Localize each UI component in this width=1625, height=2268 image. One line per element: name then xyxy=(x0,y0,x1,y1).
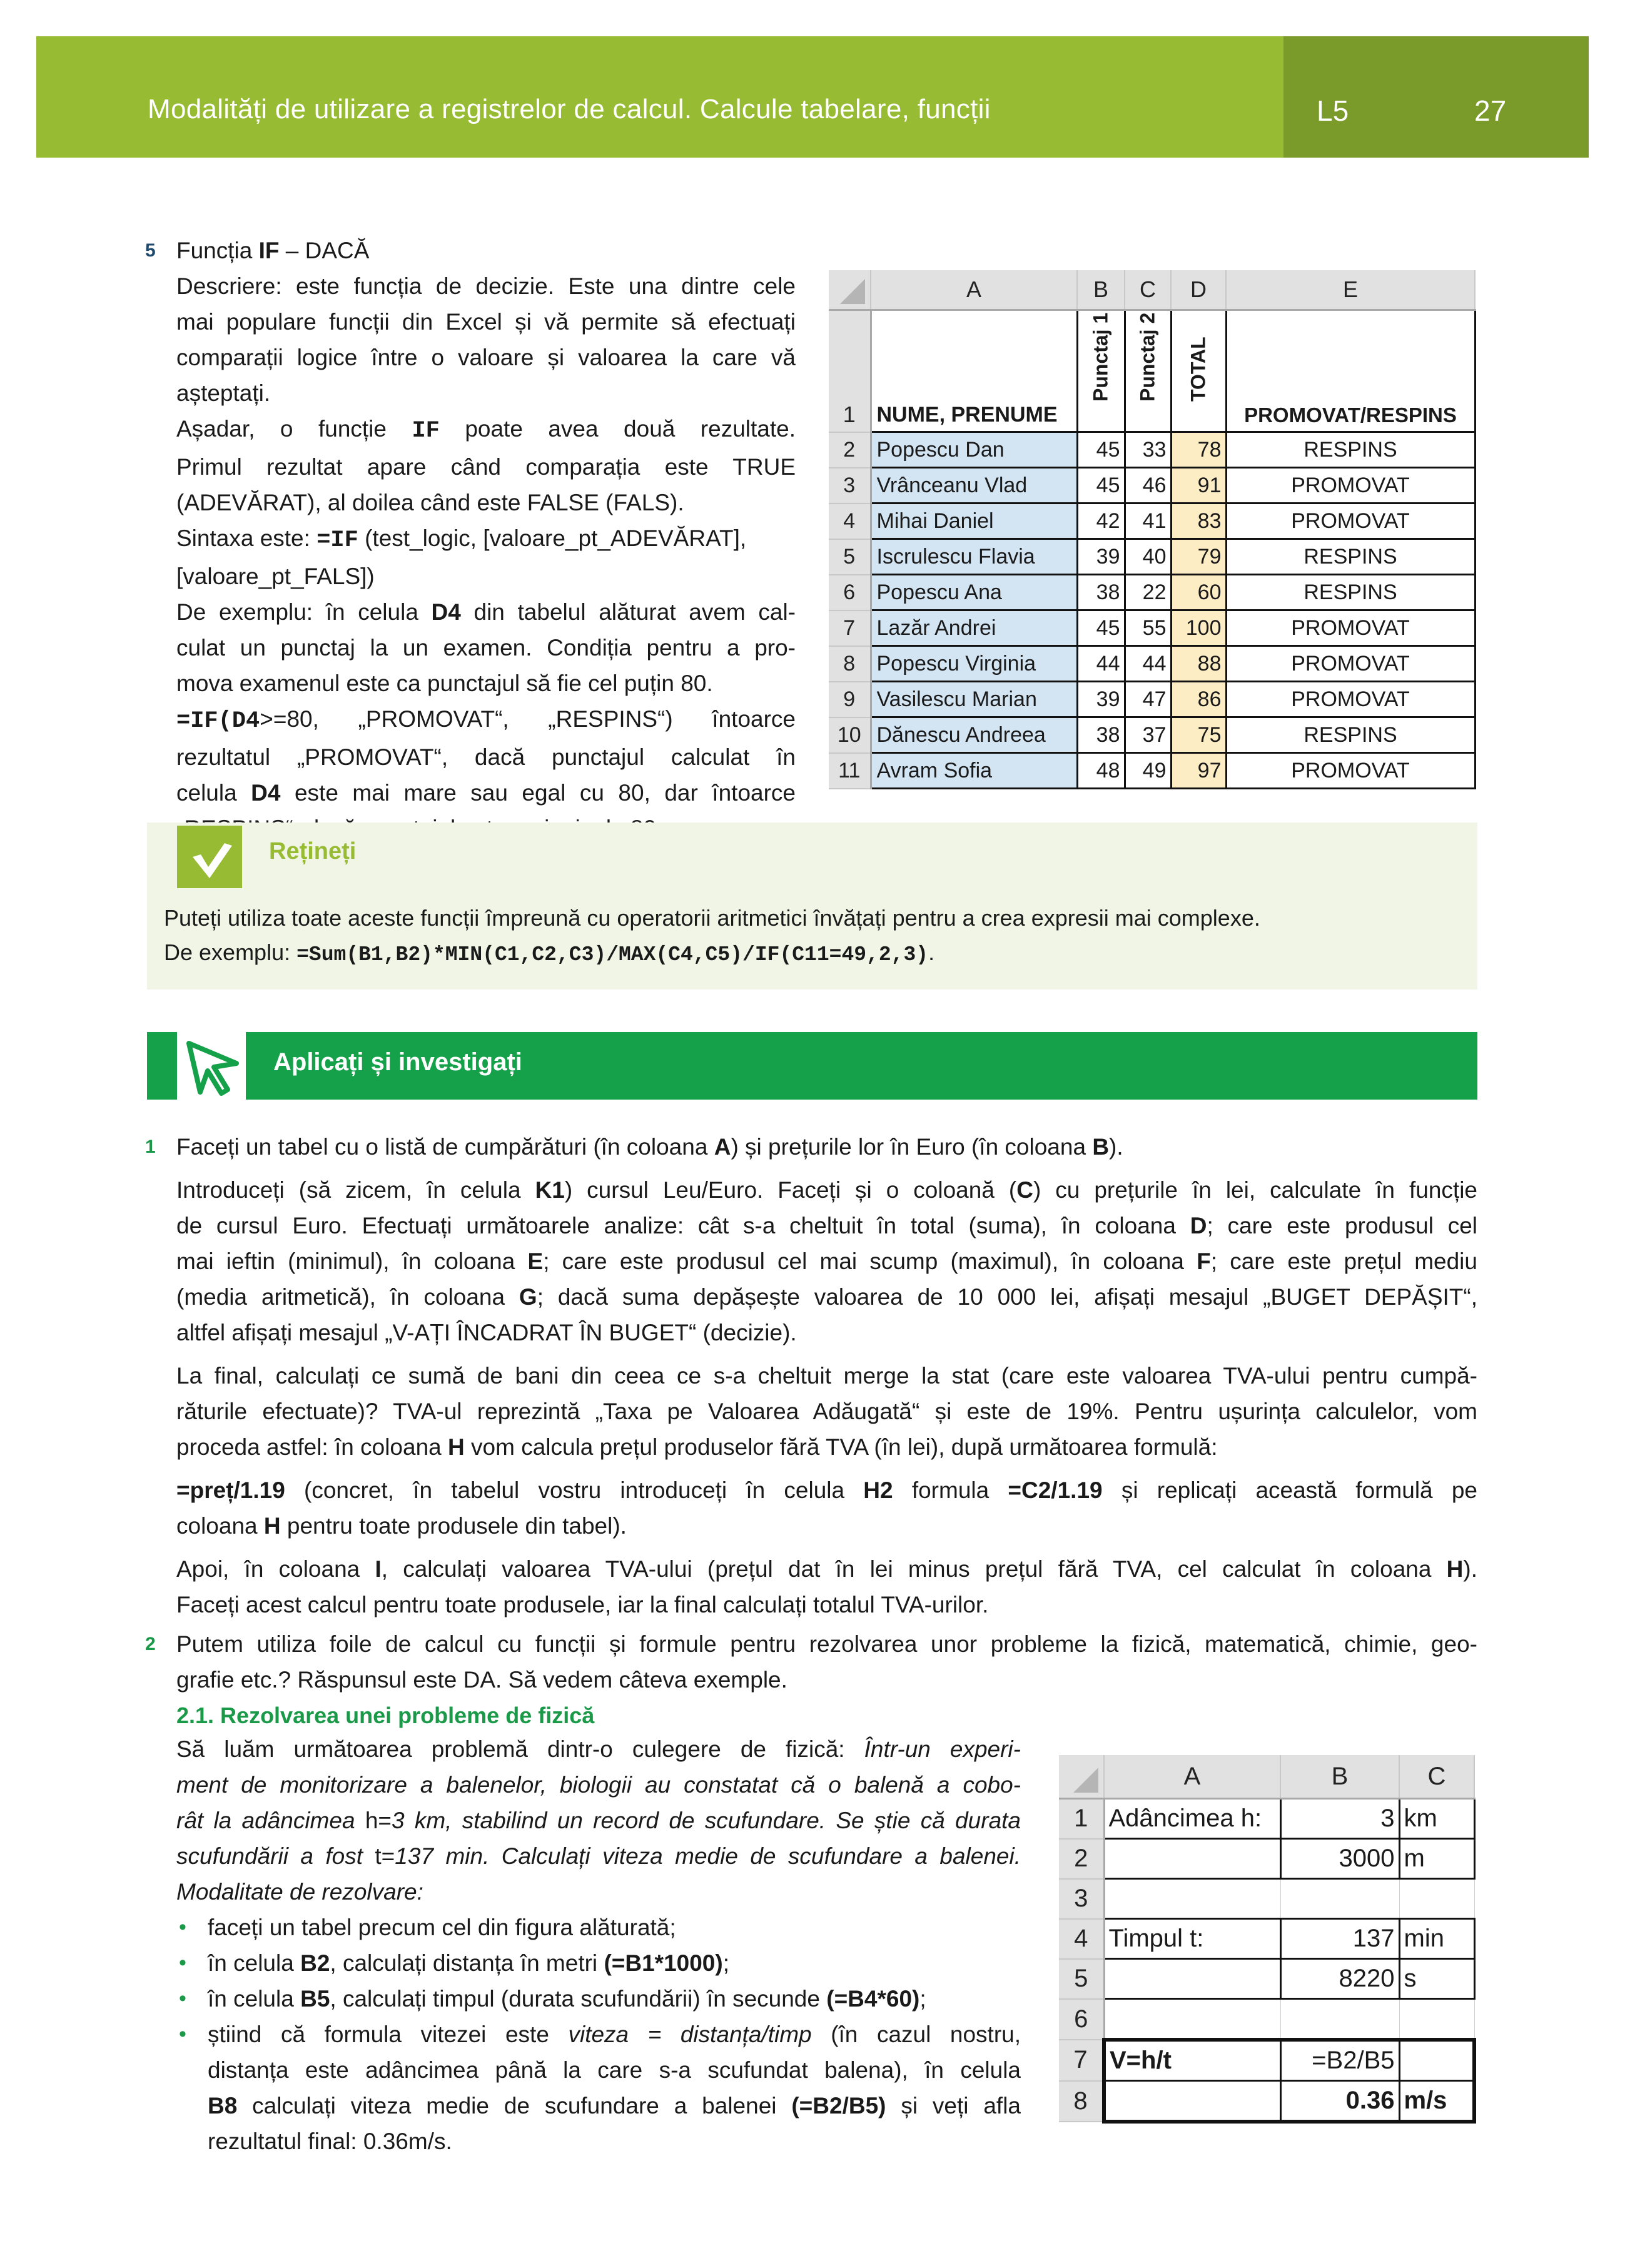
note-line xyxy=(164,935,1260,972)
cell-punctaj1[interactable]: 38 xyxy=(1077,717,1125,753)
body-line xyxy=(176,1508,1477,1544)
text: în celula xyxy=(208,1950,301,1976)
text: ; xyxy=(722,1950,729,1976)
table-row xyxy=(1059,1999,1474,2040)
text: ) și prețurile lor în Euro (în coloana xyxy=(731,1134,1093,1160)
text: din tabelul alăturat avem cal- xyxy=(460,599,796,625)
cell-c[interactable] xyxy=(1399,1879,1474,1919)
row-header[interactable]: 1 xyxy=(1059,1799,1104,1839)
formula: (=B4*60) xyxy=(826,1986,920,2012)
apply-banner-title: Aplicați și investigați xyxy=(273,1048,522,1076)
cell-c[interactable]: m xyxy=(1399,1839,1474,1879)
header-cell-punctaj1[interactable] xyxy=(1077,310,1125,432)
cell-punctaj1[interactable]: 44 xyxy=(1077,646,1125,682)
bullet-icon: • xyxy=(179,2022,186,2046)
page-number: 27 xyxy=(1474,94,1507,127)
text: , calculați timpul (durata scufundării) în secunde xyxy=(330,1986,827,2012)
text: (test_logic, [valoare_pt_ADEVĂRAT], xyxy=(358,525,747,551)
cell-name[interactable]: Mihai Daniel xyxy=(871,504,1077,539)
column-header-a[interactable]: A xyxy=(1104,1755,1280,1799)
body-line: Descriere: este funcția de decizie. Este una dintre cele xyxy=(176,273,796,299)
col-ref: A xyxy=(714,1134,731,1160)
section-5-title xyxy=(145,233,796,268)
text: calculați viteza medie de scufundare a balenei xyxy=(237,2093,792,2119)
text: rât la adâncimea xyxy=(176,1808,365,1833)
text: și veți afla xyxy=(886,2093,1021,2119)
table-row xyxy=(829,753,1475,789)
body-line: culat un punctaj la un examen. Condiția pentru a pro- xyxy=(176,635,796,661)
text: >=80, „PROMOVAT“, „RESPINS“) întoarce xyxy=(260,706,796,732)
body-line: La final, calculați ce sumă de bani din ceea ce s-a cheltuit merge la stat (care este valoarea TVA-ului pentru cumpă- xyxy=(176,1363,1477,1389)
step-4-line: distanța este adâncimea până la care s-a scufundat balena), în celula xyxy=(208,2057,1021,2083)
cell-b[interactable]: 0.36 xyxy=(1280,2081,1399,2122)
table-row xyxy=(829,717,1475,753)
col-ref: H xyxy=(1446,1556,1464,1582)
cell-a[interactable] xyxy=(1104,1839,1280,1879)
cell-punctaj1[interactable]: 45 xyxy=(1077,432,1125,468)
row-header[interactable]: 3 xyxy=(1059,1879,1104,1919)
text: Faceți un tabel cu o listă de cumpărături (în coloana xyxy=(176,1134,714,1160)
text: De exemplu: xyxy=(164,939,297,965)
table-row xyxy=(829,646,1475,682)
text: ; xyxy=(919,1986,926,2012)
body-line xyxy=(176,1243,1477,1279)
var: t= xyxy=(375,1843,395,1869)
bullet-icon: • xyxy=(179,1951,186,1975)
bullet-icon: • xyxy=(179,1915,186,1939)
body-line: rezultatul „PROMOVAT“, dacă punctajul calculat în xyxy=(176,744,796,770)
chapter-title: Modalități de utilizare a registrelor de calcul. Calcule tabelare, funcții xyxy=(148,94,991,124)
cell-punctaj1[interactable]: 45 xyxy=(1077,468,1125,504)
code: IF xyxy=(412,418,440,444)
cell-b[interactable]: 137 xyxy=(1280,1919,1399,1959)
physics-problem xyxy=(176,1731,1021,2159)
body-line: Faceți acest calcul pentru toate produsele, iar la final calculați totalul TVA-urilor. xyxy=(176,1592,989,1617)
formula: =C2/1.19 xyxy=(1008,1477,1103,1503)
cell-total[interactable]: 60 xyxy=(1171,575,1226,610)
table-row xyxy=(1059,1839,1474,1879)
table-row xyxy=(829,682,1475,717)
text: formula xyxy=(893,1477,1008,1503)
column-header-a[interactable]: A xyxy=(871,270,1077,310)
cell-punctaj2[interactable]: 44 xyxy=(1125,646,1171,682)
title-suffix: – DACĂ xyxy=(279,238,370,263)
apply-banner-stripe xyxy=(147,1032,177,1100)
cell-punctaj2[interactable]: 41 xyxy=(1125,504,1171,539)
select-all-triangle-icon xyxy=(840,279,865,304)
row-header[interactable]: 2 xyxy=(829,432,871,468)
cell-name[interactable]: Popescu Dan xyxy=(871,432,1077,468)
body-line: mova examenul este ca punctajul să fie cel puțin 80. xyxy=(176,671,713,696)
cell-status[interactable]: PROMOVAT xyxy=(1226,682,1475,717)
cell-punctaj2[interactable]: 55 xyxy=(1125,610,1171,646)
cell-a[interactable]: Adâncimea h: xyxy=(1104,1799,1280,1839)
row-header[interactable]: 5 xyxy=(829,539,871,575)
table-row xyxy=(829,432,1475,468)
var: h= xyxy=(365,1808,392,1833)
cell-b[interactable] xyxy=(1280,1879,1399,1919)
formula: (=B2/B5) xyxy=(791,2093,886,2119)
body-line: (ADEVĂRAT), al doilea când este FALSE (FALS). xyxy=(176,490,684,515)
table-row xyxy=(829,468,1475,504)
text: ; care este produsul cel xyxy=(1207,1213,1477,1238)
col-ref: H xyxy=(263,1513,281,1539)
cell-status[interactable]: RESPINS xyxy=(1226,717,1475,753)
exercise-1-formula xyxy=(176,1472,1477,1544)
text: este mai mare sau egal cu 80, dar întoarce xyxy=(280,780,796,806)
text: ; care este produsul cel mai scump (maximul), în coloana xyxy=(543,1248,1197,1274)
body-line: răturile efectuate)? TVA-ul reprezintă „Taxa pe Valoarea Adăugată“ și este de 19%. Pentru ușurința calculelor, vom xyxy=(176,1399,1477,1424)
text: (în cazul nostru, xyxy=(811,2022,1021,2047)
table-row xyxy=(1059,1799,1474,1839)
body-line xyxy=(176,1838,1021,1874)
bullet-icon: • xyxy=(179,1987,186,2010)
text: ; care este prețul mediu xyxy=(1210,1248,1477,1274)
cell-total[interactable]: 79 xyxy=(1171,539,1226,575)
cell-ref: B5 xyxy=(300,1986,330,2012)
body-line xyxy=(176,1803,1021,1838)
select-all-triangle-icon xyxy=(1073,1768,1098,1793)
text: mai ieftin (minimul), în coloana xyxy=(176,1248,528,1274)
text: ) cursul Leu/Euro. Faceți și o coloană ( xyxy=(564,1177,1017,1203)
cell-name[interactable]: Avram Sofia xyxy=(871,753,1077,789)
text: , calculați distanța în metri xyxy=(330,1950,604,1976)
cell-a[interactable]: Timpul t: xyxy=(1104,1919,1280,1959)
subsection-title: 2.1. Rezolvarea unei probleme de fizică xyxy=(176,1703,595,1728)
table-header-row xyxy=(829,310,1475,432)
cell-c[interactable]: s xyxy=(1399,1959,1474,1999)
body-line xyxy=(176,1208,1477,1243)
step-3 xyxy=(208,1981,1021,2017)
cell-ref: H2 xyxy=(863,1477,893,1503)
step-1: faceți un tabel precum cel din figura alăturată; xyxy=(208,1915,676,1940)
cell-name[interactable]: Popescu Ana xyxy=(871,575,1077,610)
col-ref: K1 xyxy=(535,1177,565,1203)
cell-c[interactable]: km xyxy=(1399,1799,1474,1839)
column-header-d[interactable]: D xyxy=(1171,270,1226,310)
body-line: Primul rezultat apare când comparația este TRUE xyxy=(176,454,796,480)
body-line xyxy=(176,775,796,811)
cell-b[interactable]: 3 xyxy=(1280,1799,1399,1839)
cell-total[interactable]: 75 xyxy=(1171,717,1226,753)
cell-punctaj2[interactable]: 37 xyxy=(1125,717,1171,753)
cell-status[interactable]: PROMOVAT xyxy=(1226,753,1475,789)
header-cell-total[interactable] xyxy=(1171,310,1226,432)
text: , calculați valoarea TVA-ului (prețul dat în lei minus prețul fără TVA, cel calculat în coloana xyxy=(381,1556,1447,1582)
checkmark-icon xyxy=(177,826,242,888)
cell-ref: D4 xyxy=(251,780,281,806)
col-ref: I xyxy=(375,1556,382,1582)
cell-c[interactable] xyxy=(1399,2040,1474,2081)
table-row xyxy=(1059,1919,1474,1959)
method-steps xyxy=(176,1910,1021,2159)
cell-c[interactable]: m/s xyxy=(1399,2081,1474,2122)
cell-b[interactable]: =B2/B5 xyxy=(1280,2040,1399,2081)
column-header-b[interactable]: B xyxy=(1280,1755,1399,1799)
cell-punctaj2[interactable]: 49 xyxy=(1125,753,1171,789)
text: ). xyxy=(1109,1134,1123,1160)
cell-total[interactable]: 97 xyxy=(1171,753,1226,789)
title-text xyxy=(176,238,369,263)
table-row xyxy=(1059,1879,1474,1919)
col-ref: H xyxy=(448,1434,465,1460)
cell-punctaj1[interactable]: 39 xyxy=(1077,682,1125,717)
text: ) cu prețurile în lei, calculate în funcție xyxy=(1033,1177,1477,1203)
select-all-corner[interactable] xyxy=(829,270,871,310)
cell-b[interactable]: 8220 xyxy=(1280,1959,1399,1999)
exercise-1-vat xyxy=(176,1358,1477,1465)
body-line xyxy=(176,594,796,630)
cell-c[interactable]: min xyxy=(1399,1919,1474,1959)
cell-a[interactable] xyxy=(1104,1879,1280,1919)
header-cell-status[interactable]: PROMOVAT/RESPINS xyxy=(1226,310,1475,432)
body-line: așteptați. xyxy=(176,380,271,406)
vertical-label: Punctaj 2 xyxy=(1136,312,1159,402)
row-header[interactable]: 11 xyxy=(829,753,871,789)
text: Apoi, în coloana xyxy=(176,1556,375,1582)
cell-punctaj2[interactable]: 46 xyxy=(1125,468,1171,504)
checkmark-icon-svg xyxy=(177,826,242,888)
body-line xyxy=(176,1315,1477,1350)
cell-name[interactable]: Popescu Virginia xyxy=(871,646,1077,682)
table-row xyxy=(1059,1959,1474,1999)
section-5 xyxy=(145,233,796,846)
exercise-1 xyxy=(145,1129,1477,1623)
body-line xyxy=(176,1472,1477,1508)
cell-status[interactable]: PROMOVAT xyxy=(1226,610,1475,646)
step-4 xyxy=(208,2017,1021,2052)
cell-punctaj2[interactable]: 47 xyxy=(1125,682,1171,717)
note-line: Puteți utiliza toate aceste funcții împreună cu operatorii aritmetici învățați pentru a crea expresii mai complexe. xyxy=(164,905,1260,931)
row-header[interactable]: 4 xyxy=(1059,1919,1104,1959)
text: 137 min. Calculați viteza medie de scufundare a balenei. xyxy=(395,1843,1021,1869)
text: . xyxy=(928,939,935,965)
row-header[interactable]: 7 xyxy=(1059,2040,1104,2081)
cell-ref: D4 xyxy=(431,599,461,625)
body-line xyxy=(176,520,796,559)
body-line: Putem utiliza foile de calcul cu funcții și formule pentru rezolvarea unor probleme la fizică, matematică, chimie, geo- xyxy=(176,1631,1477,1657)
table-row xyxy=(1059,2040,1474,2081)
text: Introduceți (să zicem, în celula xyxy=(176,1177,535,1203)
column-header-c[interactable]: C xyxy=(1125,270,1171,310)
method-label: Modalitate de rezolvare: xyxy=(176,1879,423,1905)
grades-spreadsheet xyxy=(829,270,1476,789)
cell-punctaj1[interactable]: 38 xyxy=(1077,575,1125,610)
cell-name[interactable]: Dănescu Andreea xyxy=(871,717,1077,753)
cell-status[interactable]: PROMOVAT xyxy=(1226,646,1475,682)
vertical-label: Punctaj 1 xyxy=(1089,312,1112,402)
table-row xyxy=(1059,2081,1474,2122)
text: în celula xyxy=(208,1986,301,2012)
body-line xyxy=(176,1731,1021,1767)
code: =IF xyxy=(316,527,358,554)
text: pentru toate produsele din tabel). xyxy=(280,1513,627,1539)
lesson-label: L5 xyxy=(1317,94,1349,127)
text: 3 km, stabilind un record de scufundare. Se știe că durata xyxy=(392,1808,1021,1833)
cell-total[interactable]: 91 xyxy=(1171,468,1226,504)
cell-name[interactable]: Vasilescu Marian xyxy=(871,682,1077,717)
body-line: ment de monitorizare a balenelor, biologii au constatat că o balenă a cobo- xyxy=(176,1772,1021,1798)
problem-italic: Într-un experi- xyxy=(864,1736,1021,1762)
exercise-1-analysis xyxy=(176,1172,1477,1350)
row-header[interactable]: 1 xyxy=(829,310,871,432)
cell-total[interactable]: 83 xyxy=(1171,504,1226,539)
intro-text xyxy=(176,1626,1477,1698)
col-ref: B xyxy=(1092,1134,1110,1160)
text: (media aritmetică), în coloana xyxy=(176,1284,519,1310)
text: știind că formula vitezei este xyxy=(208,2022,569,2047)
body-line xyxy=(176,1279,1477,1315)
table-row xyxy=(829,575,1475,610)
note-title: Rețineți xyxy=(269,838,357,864)
section-5-body xyxy=(176,268,796,846)
cell-status[interactable]: RESPINS xyxy=(1226,575,1475,610)
exercise-1-intro xyxy=(145,1129,1477,1165)
col-ref: G xyxy=(519,1284,537,1310)
text: proceda astfel: în coloana xyxy=(176,1434,448,1460)
cell-a[interactable] xyxy=(1104,2081,1280,2122)
cell-punctaj2[interactable]: 33 xyxy=(1125,432,1171,468)
body-line xyxy=(176,701,796,739)
col-ref: E xyxy=(527,1248,544,1274)
row-header[interactable]: 5 xyxy=(1059,1959,1104,1999)
row-header[interactable]: 9 xyxy=(829,682,871,717)
text: De exemplu: în celula xyxy=(176,599,432,625)
step-2 xyxy=(208,1945,1021,1981)
text: celula xyxy=(176,780,251,806)
body-line xyxy=(176,1172,1477,1208)
row-header[interactable]: 3 xyxy=(829,468,871,504)
text: altfel afișați mesajul „V-AȚI ÎNCADRAT ÎN BUGET“ (decizie). xyxy=(176,1320,797,1345)
row-header[interactable]: 4 xyxy=(829,504,871,539)
cell-a[interactable] xyxy=(1104,1959,1280,1999)
cell-name[interactable]: Lazăr Andrei xyxy=(871,610,1077,646)
formula: (=B1*1000) xyxy=(604,1950,723,1976)
cursor-arrow-icon-svg xyxy=(183,1038,243,1098)
text: de cursul Euro. Efectuați următoarele analize: cât s-a cheltuit în total (suma), în coloana xyxy=(176,1213,1190,1238)
cell-status[interactable]: RESPINS xyxy=(1226,432,1475,468)
row-header[interactable]: 10 xyxy=(829,717,871,753)
title-prefix: Funcția xyxy=(176,238,259,263)
body-line: mai populare funcții din Excel și vă permite să efectuați xyxy=(176,309,796,335)
cell-total[interactable]: 86 xyxy=(1171,682,1226,717)
cell-status[interactable]: PROMOVAT xyxy=(1226,468,1475,504)
cell-total[interactable]: 78 xyxy=(1171,432,1226,468)
body-line: grafie etc.? Răspunsul este DA. Să vedem câteva exemple. xyxy=(176,1667,787,1693)
header-cell-name[interactable]: NUME, PRENUME xyxy=(871,310,1077,432)
text: scufundării a fost xyxy=(176,1843,375,1869)
header-cell-punctaj2[interactable] xyxy=(1125,310,1171,432)
body-line: comparații logice între o valoare și valoarea la care vă xyxy=(176,345,796,370)
note-text xyxy=(164,901,1260,972)
exercise-2-intro xyxy=(145,1626,1477,1698)
cell-punctaj1[interactable]: 39 xyxy=(1077,539,1125,575)
text: Așadar, o funcție xyxy=(176,416,412,442)
cell-punctaj2[interactable]: 40 xyxy=(1125,539,1171,575)
cell-total[interactable]: 88 xyxy=(1171,646,1226,682)
cell-b[interactable]: 3000 xyxy=(1280,1839,1399,1879)
cell-name[interactable]: Vrânceanu Vlad xyxy=(871,468,1077,504)
cell-ref: B2 xyxy=(300,1950,330,1976)
body-line xyxy=(176,1429,1477,1465)
row-header[interactable]: 8 xyxy=(829,646,871,682)
text: (concret, în tabelul vostru introduceți în celula xyxy=(285,1477,864,1503)
body-line xyxy=(176,1551,1477,1587)
column-header-b[interactable]: B xyxy=(1077,270,1125,310)
step-4-line xyxy=(208,2088,1021,2124)
cell-status[interactable]: RESPINS xyxy=(1226,539,1475,575)
table-row xyxy=(829,504,1475,539)
exercise-number: 2 xyxy=(145,1634,156,1654)
cell-status[interactable]: PROMOVAT xyxy=(1226,504,1475,539)
vertical-label: TOTAL xyxy=(1187,337,1210,402)
column-header-c[interactable]: C xyxy=(1399,1755,1474,1799)
cell-a[interactable] xyxy=(1104,1999,1280,2040)
cursor-arrow-icon xyxy=(183,1038,243,1098)
column-header-e[interactable]: E xyxy=(1226,270,1475,310)
table-row xyxy=(829,610,1475,646)
exercise-number: 1 xyxy=(145,1137,156,1157)
row-header[interactable]: 8 xyxy=(1059,2081,1104,2122)
cell-a[interactable]: V=h/t xyxy=(1104,2040,1280,2081)
physics-spreadsheet xyxy=(1059,1755,1476,2124)
col-ref: F xyxy=(1197,1248,1211,1274)
section-number: 5 xyxy=(145,240,156,261)
title-code: IF xyxy=(258,238,280,263)
text: Sintaxa este: xyxy=(176,525,317,551)
cell-punctaj1[interactable]: 48 xyxy=(1077,753,1125,789)
cell-punctaj1[interactable]: 45 xyxy=(1077,610,1125,646)
exercise-1-tva xyxy=(176,1551,1477,1623)
body-line xyxy=(176,411,796,449)
text: coloana xyxy=(176,1513,264,1539)
cell-name[interactable]: Iscrulescu Flavia xyxy=(871,539,1077,575)
cell-punctaj2[interactable]: 22 xyxy=(1125,575,1171,610)
cell-ref: B8 xyxy=(208,2093,238,2119)
text: ; dacă suma depășește valoarea de 10 000 lei, afișați mesajul „BUGET DEPĂȘIT“, xyxy=(537,1284,1477,1310)
exercise-2 xyxy=(145,1626,1477,1698)
cell-total[interactable]: 100 xyxy=(1171,610,1226,646)
row-header[interactable]: 2 xyxy=(1059,1839,1104,1879)
cell-b[interactable] xyxy=(1280,1999,1399,2040)
body-line: [valoare_pt_FALS]) xyxy=(176,564,375,589)
col-ref: D xyxy=(1190,1213,1207,1238)
row-header[interactable]: 6 xyxy=(1059,1999,1104,2040)
formula: =preț/1.19 xyxy=(176,1477,285,1503)
text: poate avea două rezultate. xyxy=(439,416,796,442)
table-row xyxy=(829,539,1475,575)
code: =IF(D4 xyxy=(176,708,260,734)
cell-punctaj1[interactable]: 42 xyxy=(1077,504,1125,539)
formula-italic: viteza = distanța/timp xyxy=(568,2022,812,2047)
text: Să luăm următoarea problemă dintr-o culegere de fizică: xyxy=(176,1736,864,1762)
text: și replicați această formulă pe xyxy=(1102,1477,1477,1503)
step-4-line: rezultatul final: 0.36m/s. xyxy=(208,2129,452,2154)
row-header[interactable]: 7 xyxy=(829,610,871,646)
text: ). xyxy=(1463,1556,1477,1582)
row-header[interactable]: 6 xyxy=(829,575,871,610)
col-ref: C xyxy=(1016,1177,1033,1203)
text: vom calcula prețul produselor fără TVA (în lei), după următoarea formulă: xyxy=(464,1434,1218,1460)
formula-example: =Sum(B1,B2)*MIN(C1,C2,C3)/MAX(C4,C5)/IF(C11=49,2,3) xyxy=(296,943,929,966)
select-all-corner[interactable] xyxy=(1059,1755,1104,1799)
intro-line xyxy=(176,1134,1123,1160)
cell-c[interactable] xyxy=(1399,1999,1474,2040)
